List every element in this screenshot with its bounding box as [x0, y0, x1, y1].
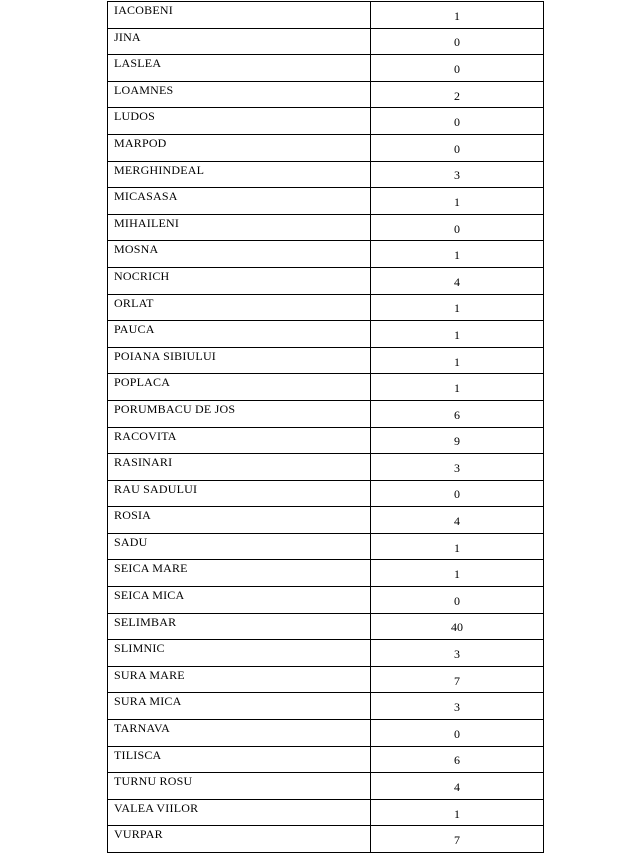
locality-count-table — [107, 1, 544, 853]
count-value-cell: 3 — [371, 693, 544, 720]
count-value-cell: 4 — [371, 507, 544, 534]
table-row — [108, 188, 544, 215]
table-row — [108, 161, 544, 188]
count-value-cell: 0 — [371, 55, 544, 82]
table-row — [108, 400, 544, 427]
count-value-cell: 40 — [371, 613, 544, 640]
locality-name-cell: ORLAT — [108, 294, 371, 321]
table-row — [108, 55, 544, 82]
count-value-cell: 1 — [371, 560, 544, 587]
locality-name-cell: SELIMBAR — [108, 613, 371, 640]
locality-name-cell: IACOBENI — [108, 2, 371, 29]
locality-name-cell: TURNU ROSU — [108, 773, 371, 800]
table-row — [108, 2, 544, 29]
locality-name-cell: POPLACA — [108, 374, 371, 401]
locality-name-cell: LOAMNES — [108, 81, 371, 108]
table-row — [108, 81, 544, 108]
locality-name-cell: RAU SADULUI — [108, 480, 371, 507]
locality-name-cell: MICASASA — [108, 188, 371, 215]
count-value-cell: 0 — [371, 480, 544, 507]
table-row — [108, 613, 544, 640]
count-value-cell: 6 — [371, 400, 544, 427]
locality-name-cell: SURA MICA — [108, 693, 371, 720]
table-row — [108, 507, 544, 534]
locality-name-cell: RASINARI — [108, 454, 371, 481]
table-row — [108, 347, 544, 374]
count-value-cell: 1 — [371, 799, 544, 826]
table-row — [108, 134, 544, 161]
table-row — [108, 693, 544, 720]
count-value-cell: 3 — [371, 454, 544, 481]
count-value-cell: 1 — [371, 374, 544, 401]
count-value-cell: 9 — [371, 427, 544, 454]
locality-name-cell: POIANA SIBIULUI — [108, 347, 371, 374]
locality-name-cell: LUDOS — [108, 108, 371, 135]
count-value-cell: 7 — [371, 666, 544, 693]
count-value-cell: 1 — [371, 347, 544, 374]
table-row — [108, 241, 544, 268]
table-row — [108, 560, 544, 587]
table-row — [108, 427, 544, 454]
table-row — [108, 374, 544, 401]
table-row — [108, 640, 544, 667]
locality-name-cell: VALEA VIILOR — [108, 799, 371, 826]
count-value-cell: 2 — [371, 81, 544, 108]
locality-name-cell: MOSNA — [108, 241, 371, 268]
locality-name-cell: SEICA MARE — [108, 560, 371, 587]
count-value-cell: 0 — [371, 134, 544, 161]
locality-name-cell: JINA — [108, 28, 371, 55]
locality-name-cell: NOCRICH — [108, 267, 371, 294]
locality-name-cell: VURPAR — [108, 826, 371, 853]
table-row — [108, 454, 544, 481]
count-value-cell: 0 — [371, 587, 544, 614]
count-value-cell: 7 — [371, 826, 544, 853]
table-row — [108, 480, 544, 507]
locality-name-cell: TARNAVA — [108, 720, 371, 747]
locality-name-cell: PAUCA — [108, 321, 371, 348]
locality-name-cell: SADU — [108, 533, 371, 560]
locality-name-cell: MERGHINDEAL — [108, 161, 371, 188]
locality-name-cell: MARPOD — [108, 134, 371, 161]
locality-name-cell: ROSIA — [108, 507, 371, 534]
count-value-cell: 1 — [371, 2, 544, 29]
count-value-cell: 0 — [371, 108, 544, 135]
locality-name-cell: SURA MARE — [108, 666, 371, 693]
count-value-cell: 4 — [371, 773, 544, 800]
table-row — [108, 773, 544, 800]
table-row — [108, 28, 544, 55]
count-value-cell: 1 — [371, 321, 544, 348]
count-value-cell: 1 — [371, 294, 544, 321]
table-row — [108, 108, 544, 135]
count-value-cell: 3 — [371, 640, 544, 667]
table-row — [108, 533, 544, 560]
table-row — [108, 267, 544, 294]
table-row — [108, 587, 544, 614]
count-value-cell: 1 — [371, 533, 544, 560]
count-value-cell: 0 — [371, 720, 544, 747]
count-value-cell: 1 — [371, 241, 544, 268]
table-row — [108, 826, 544, 853]
table-row — [108, 214, 544, 241]
count-value-cell: 3 — [371, 161, 544, 188]
count-value-cell: 4 — [371, 267, 544, 294]
table-row — [108, 666, 544, 693]
locality-name-cell: TILISCA — [108, 746, 371, 773]
locality-name-cell: PORUMBACU DE JOS — [108, 400, 371, 427]
table-row — [108, 746, 544, 773]
locality-name-cell: SLIMNIC — [108, 640, 371, 667]
count-value-cell: 6 — [371, 746, 544, 773]
locality-name-cell: RACOVITA — [108, 427, 371, 454]
table-row — [108, 720, 544, 747]
table-row — [108, 294, 544, 321]
locality-name-cell: MIHAILENI — [108, 214, 371, 241]
table-body — [108, 2, 544, 853]
table-row — [108, 799, 544, 826]
locality-name-cell: LASLEA — [108, 55, 371, 82]
count-value-cell: 0 — [371, 28, 544, 55]
locality-name-cell: SEICA MICA — [108, 587, 371, 614]
count-value-cell: 0 — [371, 214, 544, 241]
count-value-cell: 1 — [371, 188, 544, 215]
table-row — [108, 321, 544, 348]
